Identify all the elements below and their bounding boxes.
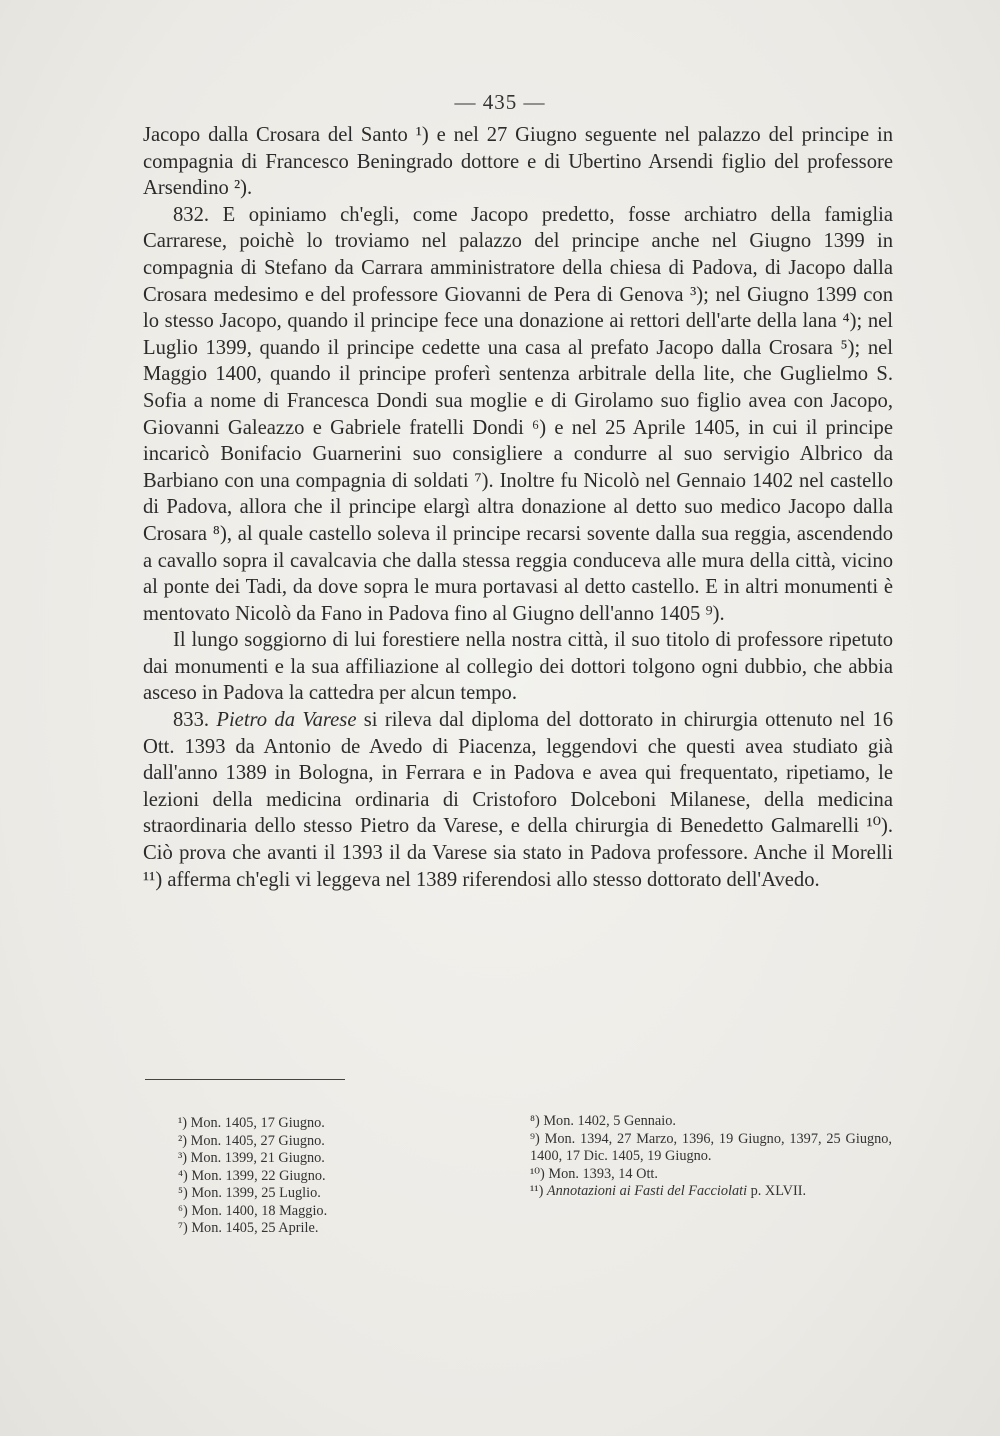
footnote-6: [178, 1203, 408, 1221]
footnote-text: Mon. 1402, 5 Gennaio.: [543, 1113, 676, 1129]
person-name: Pietro da Varese: [216, 709, 357, 732]
footnotes-right-column: [530, 1113, 892, 1201]
paragraph-soggiorno: Il lungo soggiorno di lui forestiere nella nostra città, il suo titolo di professore ripetuto dai monumenti e la sua affiliazione al collegio dei dottori tolgono ogni dubbio, che abbia asceso in Padova la cattedra per alcun tempo.: [143, 629, 893, 705]
footnote-mark: ⁴): [178, 1167, 188, 1184]
paragraph-833-text: si rileva dal diploma del dottorato in chirurgia ottenuto nel 16 Ott. 1393 da Antonio de Avedo di Piacenza, leggendovi che questi avea studiato già dall'anno 1389 in Bologna, in Ferrara e in Padova e avea qui frequentato, ripetiamo, le lezioni della medicina ordinaria di Cristoforo Dolceboni Milanese, della medicina straordinaria dello stesso Pietro da Varese, e della chirurgia di Benedetto Galmarelli ¹⁰). Ciò prova che avanti il 1393 il da Varese sia stato in Padova professore. Anche il Morelli ¹¹) afferma ch'egli vi leggeva nel 1389 riferendosi allo stesso dottorato dell'Avedo.: [143, 709, 893, 891]
footnote-11: [530, 1183, 892, 1201]
footnote-text: Mon. 1399, 22 Giugno.: [191, 1167, 326, 1184]
footnote-mark: ¹¹): [530, 1183, 544, 1199]
footnote-mark: ⁸): [530, 1113, 540, 1129]
footnote-mark: ¹): [178, 1115, 188, 1131]
paragraph-832: 832. E opiniamo ch'egli, come Jacopo predetto, fosse archiatro della famiglia Carrarese, poichè lo troviamo nel palazzo del principe anche nel Giugno 1399 in compagnia di Stefano da Carrara amministratore della chiesa di Padova, di Jacopo dalla Crosara medesimo e del professore Giovanni de Pera di Genova ³); nel Giugno 1399 con lo stesso Jacopo, quando il principe fece una donazione ai rettori dell'arte della lana ⁴); nel Luglio 1399, quando il principe cedette una casa al prefato Jacopo dalla Crosara ⁵); nel Maggio 1400, quando il principe proferì sentenza arbitrale della lite, che Guglielmo S. Sofia a nome di Francesca Dondi sua moglie e di Girolamo suo figlio avea con Jacopo, Giovanni Galeazzo e Gabriele fratelli Dondi ⁶) e nel 25 Aprile 1405, in cui il principe incaricò Bonifacio Guarnerini suo consigliere a condurre al suo servigio Albrico da Barbiano con una compagnia di soldati ⁷). Inoltre fu Nicolò nel Gennaio 1402 nel castello di Padova, allora che il principe elargì altra donazione al detto suo medico Jacopo dalla Crosara ⁸), al quale castello soleva il principe recarsi sovente dalla sua reggia, ascendendo a cavallo sopra il cavalcavia che dalla stessa reggia conduceva alle mura della città, vicino al ponte dei Tadi, da dove sopra le mura portavasi al detto castello. E in altri monumenti è mentovato Nicolò da Fano in Padova fino al Giugno dell'anno 1405 ⁹).: [143, 203, 893, 625]
footnote-text: Mon. 1393, 14 Ott.: [548, 1165, 658, 1182]
footnote-text: Mon. 1405, 25 Aprile.: [191, 1220, 319, 1236]
paragraph-1: Jacopo dalla Crosara del Santo ¹) e nel 27 Giugno seguente nel palazzo del principe in compagnia di Francesco Beningrado dottore e di Ubertino Arsendi figlio del professore Arsendino ²).: [143, 124, 893, 200]
footnote-divider: [145, 1079, 345, 1080]
footnote-1: [178, 1115, 408, 1133]
footnote-italic-title: Annotazioni ai Fasti del Facciolati: [546, 1183, 748, 1199]
footnote-text: Mon. 1400, 18 Maggio.: [191, 1202, 328, 1219]
footnote-8: [530, 1113, 892, 1131]
footnote-text: Mon. 1399, 25 Luglio.: [191, 1185, 321, 1201]
footnote-5: [178, 1185, 408, 1203]
footnote-10: [530, 1166, 892, 1184]
footnote-text: Mon. 1405, 17 Giugno.: [190, 1115, 325, 1131]
footnote-9: [530, 1131, 892, 1166]
footnote-2: [178, 1133, 408, 1151]
page-number: — 435 —: [454, 90, 546, 114]
footnote-mark: ⁵): [178, 1185, 188, 1201]
footnote-text: Mon. 1394, 27 Marzo, 1396, 19 Giugno, 1397, 25 Giugno, 1400, 17 Dic. 1405, 19 Giugno.: [530, 1130, 893, 1164]
footnote-mark: ²): [178, 1132, 188, 1149]
footnote-mark: ¹⁰): [530, 1165, 545, 1182]
footnote-text: Mon. 1399, 21 Giugno.: [190, 1150, 325, 1166]
footnote-mark: ⁷): [178, 1220, 188, 1236]
footnote-mark: ⁹): [530, 1130, 540, 1147]
footnotes-left-column: [178, 1115, 408, 1238]
paragraph-833: [143, 707, 893, 893]
footnote-text: p. XLVII.: [747, 1183, 807, 1199]
footnote-mark: ⁶): [178, 1202, 188, 1219]
footnote-text: Mon. 1405, 27 Giugno.: [190, 1132, 325, 1149]
body-text: [143, 122, 893, 893]
footnote-4: [178, 1168, 408, 1186]
section-number: 833.: [173, 709, 210, 732]
footnote-7: [178, 1220, 408, 1238]
footnote-mark: ³): [178, 1150, 188, 1166]
footnote-3: [178, 1150, 408, 1168]
